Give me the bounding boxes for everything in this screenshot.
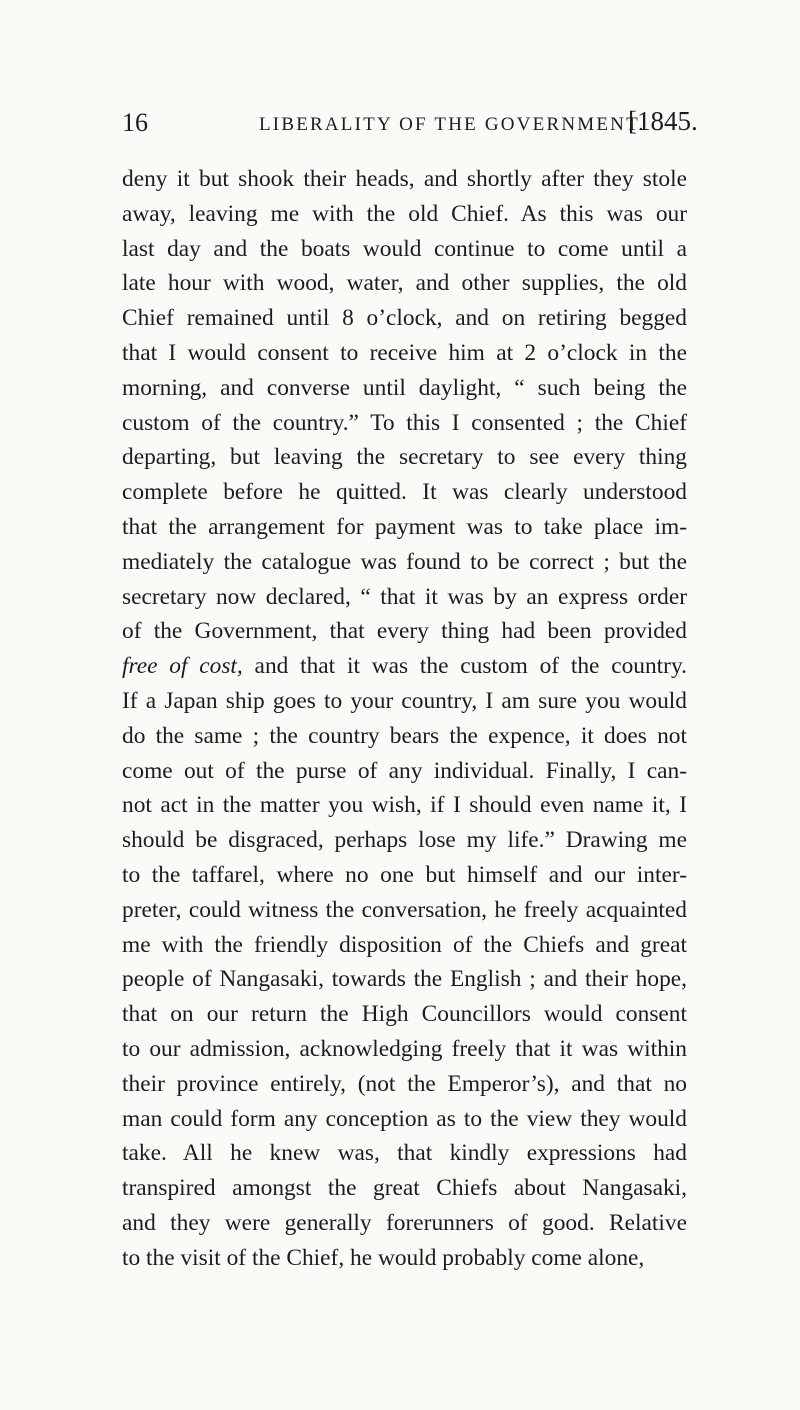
text-line: man could form any conception as to the view they would xyxy=(122,1105,687,1132)
text-line: late hour with wood, water, and other supplies, the old xyxy=(122,270,687,297)
text-line: and they were generally forerunners of good. Relative xyxy=(122,1209,687,1236)
text-line: that I would consent to receive him at 2 o’clock in the xyxy=(122,339,687,366)
text-line: transpired amongst the great Chiefs about Nangasaki, xyxy=(122,1175,687,1202)
text-line: departing, but leaving the secretary to see every thing xyxy=(122,444,687,471)
text-line: free of cost, and that it was the custom of the country. xyxy=(122,653,687,680)
text-line: to the visit of the Chief, he would probably come alone, xyxy=(122,1244,645,1271)
text-line: people of Nangasaki, towards the English ; and their hope, xyxy=(122,966,687,993)
running-header xyxy=(0,108,800,144)
body-text xyxy=(122,162,687,1276)
text-line: that the arrangement for payment was to take place im- xyxy=(122,513,687,540)
text-line: secretary now declared, “ that it was by an express order xyxy=(122,583,687,610)
text-line: If a Japan ship goes to your country, I am sure you would xyxy=(122,687,687,714)
text-line: Chief remained until 8 o’clock, and on retiring begged xyxy=(122,305,687,332)
text-line: preter, could witness the conversation, he freely acquainted xyxy=(122,896,687,923)
text-line: to our admission, acknowledging freely that it was within xyxy=(122,1035,687,1062)
running-title: LIBERALITY OF THE GOVERNMENT. xyxy=(259,114,646,135)
text-line: custom of the country.” To this I consented ; the Chief xyxy=(122,409,687,436)
text-line: should be disgraced, perhaps lose my life.” Drawing me xyxy=(122,827,687,854)
text-line: not act in the matter you wish, if I should even name it, I xyxy=(122,792,687,819)
text-line: last day and the boats would continue to come until a xyxy=(122,235,687,262)
text-line: complete before he quitted. It was clearly understood xyxy=(122,479,687,506)
text-line: me with the friendly disposition of the Chiefs and great xyxy=(122,931,687,958)
italic-phrase: free of cost, xyxy=(122,653,243,680)
text-line: away, leaving me with the old Chief. As this was our xyxy=(122,200,687,227)
text-line: do the same ; the country bears the expence, it does not xyxy=(122,722,687,749)
text-line: of the Government, that every thing had been provided xyxy=(122,618,687,645)
text-line: mediately the catalogue was found to be correct ; but the xyxy=(122,548,687,575)
text-line: morning, and converse until daylight, “ such being the xyxy=(122,374,687,401)
text-line: come out of the purse of any individual. Finally, I can- xyxy=(122,757,687,784)
page-number: 16 xyxy=(122,108,148,137)
year-marker: [1845. xyxy=(628,106,698,136)
text-line: that on our return the High Councillors would consent xyxy=(122,1001,687,1028)
text-line: deny it but shook their heads, and shortly after they stole xyxy=(122,166,687,192)
text-line: take. All he knew was, that kindly expressions had xyxy=(122,1140,687,1167)
text-line: to the taffarel, where no one but himself and our inter- xyxy=(122,861,687,888)
text-line: their province entirely, (not the Emperor’s), and that no xyxy=(122,1070,687,1097)
